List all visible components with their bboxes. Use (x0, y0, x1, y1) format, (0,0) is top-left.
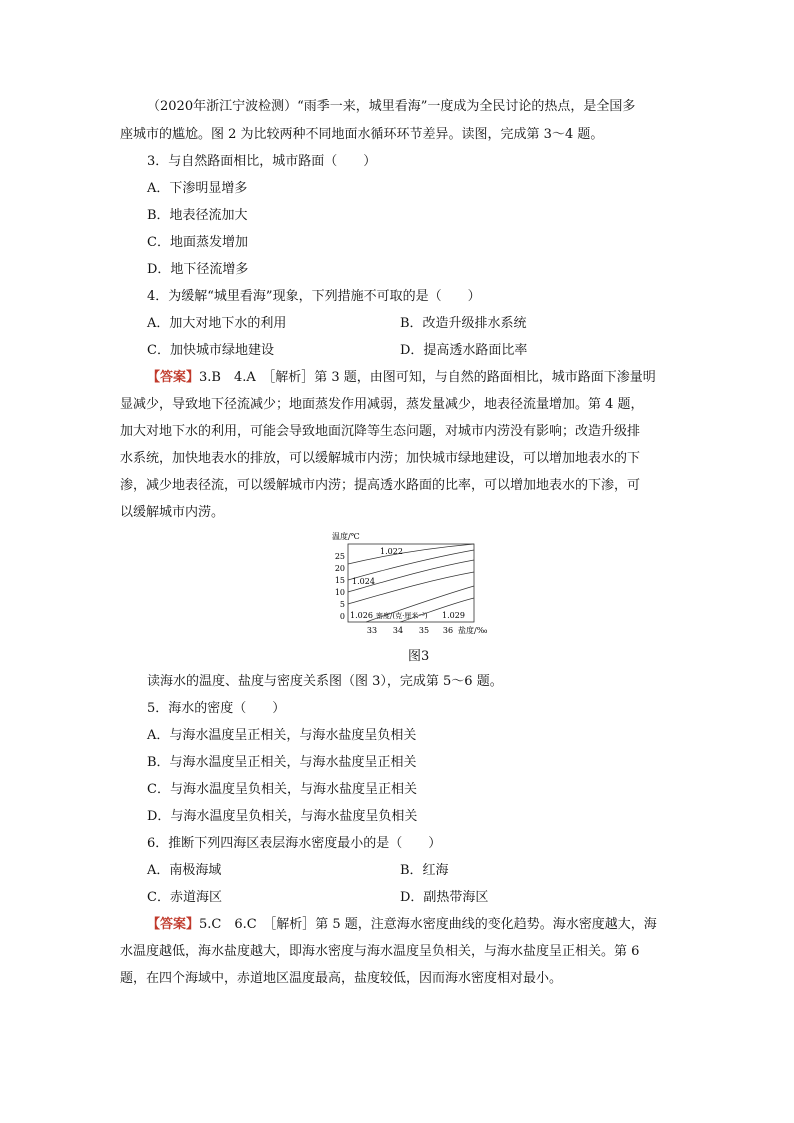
figure-y-label: 温度/℃ (332, 532, 360, 541)
q5-option-a: A．与海水温度呈正相关，与海水盐度呈负相关 (147, 728, 417, 743)
answer-1-line-5: 渗，减少地表径流，可以缓解城市内涝；提高透水路面的比率，可以增加地表水的下渗，可 (120, 478, 641, 493)
answer-2-text: 5.C 6.C ［解析］第 5 题，注意海水密度曲线的变化趋势。海水密度越大，海 (199, 917, 657, 932)
answer-1-line-2: 显减少，导致地下径流减少；地面蒸发作用减弱，蒸发量减少，地表径流量增加。第 4 题， (120, 397, 644, 412)
x-tick-35: 35 (418, 626, 430, 635)
curve-labels (350, 547, 465, 620)
q5-option-d: D．与海水温度呈负相关，与海水盐度呈负相关 (147, 809, 418, 824)
curve-label-1024: 1.024 (352, 577, 375, 586)
x-tick-34: 34 (392, 626, 404, 635)
curve-label-1026: 1.026 (350, 611, 373, 620)
answer-1-text: 3.B 4.A ［解析］第 3 题，由图可知，与自然的路面相比，城市路面下渗量明 (199, 370, 656, 385)
y-tick-0: 0 (339, 612, 345, 621)
temperature-salinity-density-figure (330, 530, 510, 640)
density-unit-label: 密度/(克·厘米⁻³) (376, 612, 428, 620)
figure-caption: 图3 (408, 649, 430, 664)
q6-stem: 6．推断下列四海区表层海水密度最小的是（ ） (147, 836, 442, 851)
q4-option-c: C．加快城市绿地建设 (147, 343, 274, 358)
answer-2-line-3: 题，在四个海域中，赤道地区温度最高，盐度较低，因而海水密度相对最小。 (120, 971, 563, 986)
q6-option-b: B．红海 (400, 863, 449, 878)
y-tick-25: 25 (334, 552, 345, 561)
x-tick-36: 36 (442, 626, 454, 635)
intro-line-2: 座城市的尴尬。图 2 为比较两种不同地面水循环环节差异。读图，完成第 3～4 题。 (120, 127, 604, 142)
q6-option-d: D．副热带海区 (400, 890, 489, 905)
q3-option-b: B．地表径流加大 (147, 208, 248, 223)
answer-1-line-3: 加大对地下水的利用，可能会导致地面沉降等生态问题，对城市内涝没有影响；改造升级排 (120, 424, 641, 439)
q6-option-a: A．南极海域 (147, 863, 222, 878)
q4-option-d: D．提高透水路面比率 (400, 343, 528, 358)
q5-option-b: B．与海水温度呈正相关，与海水盐度呈正相关 (147, 755, 417, 770)
figure-x-label: 盐度/‰ (458, 626, 488, 635)
q5-option-c: C．与海水温度呈负相关，与海水盐度呈正相关 (147, 782, 417, 797)
answer-tag: 【答案】 (147, 370, 200, 385)
q4-option-b: B．改造升级排水系统 (400, 316, 527, 331)
answer-1-line-1 (147, 369, 656, 387)
answer-2-line-2: 水温度越低，海水盐度越大，即海水密度与海水温度呈负相关，与海水盐度呈正相关。第 6 (120, 944, 640, 959)
q5-stem: 5．海水的密度（ ） (147, 701, 286, 716)
intro-3: 读海水的温度、盐度与密度关系图（图 3），完成第 5～6 题。 (147, 674, 503, 689)
q3-option-c: C．地面蒸发增加 (147, 235, 248, 250)
answer-2-line-1 (147, 916, 657, 934)
intro-line-1: （2020年浙江宁波检测）“雨季一来，城里看海”一度成为全民讨论的热点，是全国多 (147, 99, 636, 114)
y-tick-20: 20 (334, 564, 345, 573)
answer-1-line-6: 以缓解城市内涝。 (120, 505, 225, 520)
y-tick-10: 10 (334, 588, 345, 597)
q4-stem: 4．为缓解“城里看海”现象，下列措施不可取的是（ ） (147, 289, 481, 304)
q3-stem: 3．与自然路面相比，城市路面（ ） (147, 154, 377, 169)
density-curve (348, 544, 474, 564)
q3-option-d: D．地下径流增多 (147, 262, 249, 277)
curve-label-1029: 1.029 (442, 611, 465, 620)
x-tick-33: 33 (366, 626, 378, 635)
y-tick-15: 15 (334, 576, 345, 585)
figure-x-ticks (367, 626, 453, 635)
q4-option-a: A．加大对地下水的利用 (147, 316, 287, 331)
figure-y-ticks (335, 552, 345, 621)
q3-option-a: A．下渗明显增多 (147, 181, 248, 196)
answer-tag: 【答案】 (147, 917, 200, 932)
curve-label-1022: 1.022 (380, 547, 403, 556)
answer-1-line-4: 水系统，加快地表水的排放，可以缓解城市内涝；加快城市绿地建设，可以增加地表水的下 (120, 451, 641, 466)
q6-option-c: C．赤道海区 (147, 890, 222, 905)
y-tick-5: 5 (339, 600, 345, 609)
